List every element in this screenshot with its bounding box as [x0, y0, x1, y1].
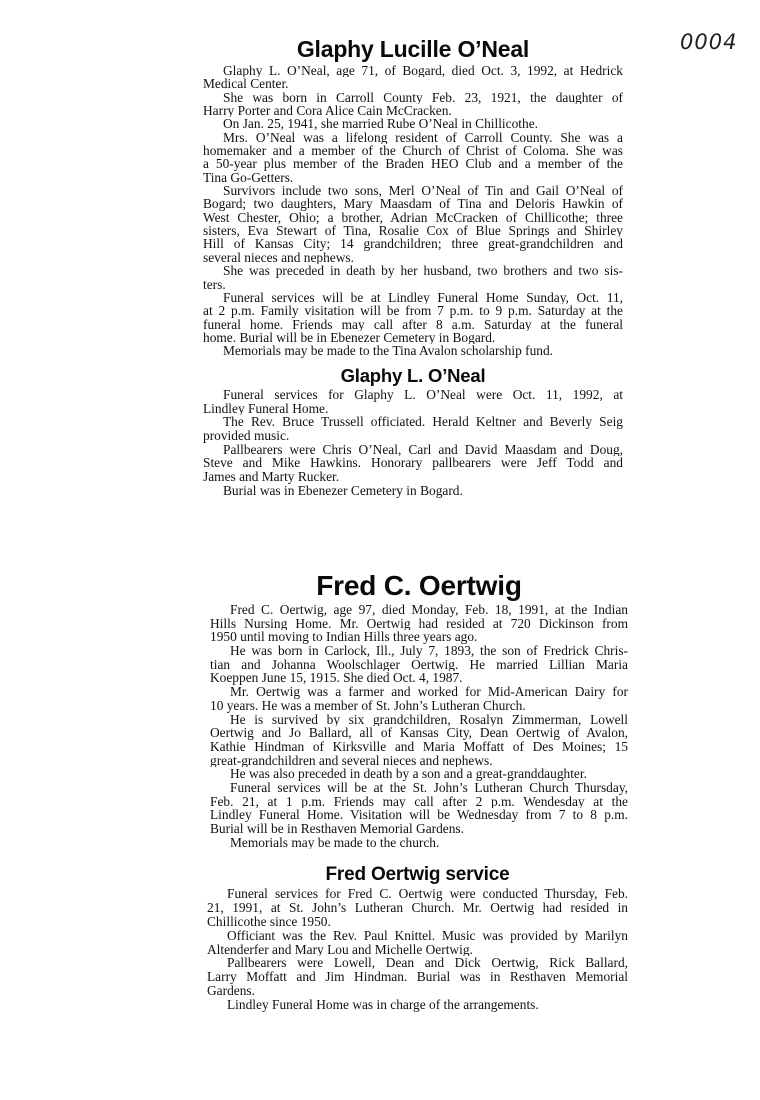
text-line: Pallbearers were Chris O’Neal, Carl and David Maasdam and Doug,: [223, 442, 623, 457]
text-line: a 50-year plus member of the Braden HEO Club and a member of the: [203, 157, 623, 171]
paragraph: [203, 484, 623, 498]
text-line: ters.: [203, 277, 226, 291]
text-line: Koeppen June 15, 1915. She died Oct. 4, 1987.: [210, 671, 463, 686]
text-line: Steve and Mike Hawkins. Honorary pallbearers were Jeff Todd and: [203, 456, 623, 471]
text-line: 10 years. He was a member of St. John’s Lutheran Church.: [210, 698, 526, 713]
text-line: Burial will be in Resthaven Memorial Gardens.: [210, 822, 464, 836]
text-line: Kathie Hindman of Kirksville and Maria Moffatt of Des Moines; 15: [210, 739, 628, 754]
obituary-title: Fred C. Oertwig: [316, 570, 522, 601]
text-line: Lindley Funeral Home. Visitation will be Wednesday from 7 to 8 p.m.: [210, 808, 628, 822]
paragraph: [210, 713, 628, 768]
text-line: Fred C. Oertwig, age 97, died Monday, Feb. 18, 1991, at the Indian: [230, 603, 628, 617]
obituary-glaphy-lucille-oneal: [203, 34, 623, 358]
text-line: Chillicothe since 1950.: [207, 914, 331, 929]
notice-body: [207, 887, 628, 1012]
text-line: Memorials may be made to the Tina Avalon scholarship fund.: [223, 344, 554, 358]
text-line: On Jan. 25, 1941, she married Rube O’Neal in Chillicothe.: [223, 117, 538, 131]
text-line: She was preceded in death by her husband, two brothers and two sis-: [223, 264, 623, 278]
paragraph: [203, 184, 623, 264]
text-line: sisters, Eva Stewart of Tina, Rosalie Cox of Blue Springs and Shirley: [203, 224, 623, 238]
text-line: at 2 p.m. Family visitation will be from 7 p.m. to 9 p.m. Saturday at the: [203, 304, 623, 318]
text-line: Funeral services will be at the St. John’s Lutheran Church Thursday,: [230, 780, 628, 795]
text-line: Bogard; two daughters, Mary Maasdam of Tina and Deloris Hawkin of: [203, 197, 623, 211]
text-line: Tina Go-Getters.: [203, 170, 294, 185]
text-line: 21, 1991, at St. John’s Lutheran Church. Mr. Oertwig had resided in: [207, 900, 628, 915]
text-line: Harry Porter and Cora Alice Cain McCracken.: [203, 104, 452, 118]
paragraph: [210, 836, 628, 850]
text-line: several nieces and nephews.: [203, 250, 354, 265]
text-line: home. Burial will be in Ebenezer Cemetery in Bogard.: [203, 330, 496, 345]
paragraph: [203, 415, 623, 442]
text-line: Mrs. O’Neal was a lifelong resident of Carroll County. She was a: [223, 130, 623, 145]
text-line: homemaker and a member of the Church of Christ of Coloma. She was: [203, 144, 623, 158]
paragraph: [210, 767, 628, 781]
text-line: Funeral services for Fred C. Oertwig were conducted Thursday, Feb.: [227, 887, 628, 901]
text-line: Gardens.: [207, 984, 255, 999]
text-line: He was also preceded in death by a son and a great-granddaughter.: [230, 767, 587, 781]
text-line: Medical Center.: [203, 77, 289, 91]
paragraph: [203, 443, 623, 484]
text-line: Hills Nursing Home. Mr. Oertwig had resided at 720 Dickinson from: [210, 616, 628, 631]
paragraph: [207, 998, 628, 1012]
paragraph: [203, 64, 623, 91]
obituary-body: [203, 64, 623, 358]
text-line: Officiant was the Rev. Paul Knittel. Music was provided by Marilyn: [227, 928, 628, 943]
text-line: Feb. 21, at 1 p.m. Friends may call after 2 p.m. Wendesday at the: [210, 794, 628, 809]
paragraph: [207, 956, 628, 998]
paragraph: [203, 131, 623, 184]
text-line: Pallbearers were Lowell, Dean and Dick Oertwig, Rick Ballard,: [227, 956, 628, 971]
text-line: The Rev. Bruce Trussell officiated. Herald Keltner and Beverly Seig: [223, 415, 623, 430]
text-line: Oertwig and Jo Ballard, all of Kansas City, Dean Oertwig of Avalon,: [210, 726, 628, 740]
paragraph: [210, 781, 628, 836]
text-line: tian and Johanna Woolschlager Oertwig. He married Lillian Maria: [210, 657, 628, 672]
service-notice-fred-oertwig: [207, 862, 628, 1012]
text-line: Altenderfer and Mary Lou and Michelle Oertwig.: [207, 942, 473, 957]
handwritten-page-number: 0004: [680, 30, 738, 54]
notice-title: Glaphy L. O’Neal: [340, 365, 486, 386]
text-line: She was born in Carroll County Feb. 23, 1921, the daughter of: [223, 90, 623, 105]
paragraph: [203, 344, 623, 357]
paragraph: [203, 264, 623, 291]
text-line: provided music.: [203, 429, 290, 443]
obituary-title: Glaphy Lucille O’Neal: [296, 36, 530, 62]
paragraph: [210, 685, 628, 712]
text-line: Burial was in Ebenezer Cemetery in Bogard.: [223, 483, 463, 498]
text-line: Funeral services for Glaphy L. O’Neal were Oct. 11, 1992, at: [223, 388, 623, 402]
text-line: Lindley Funeral Home.: [203, 401, 329, 416]
text-line: Mr. Oertwig was a farmer and worked for Mid-American Dairy for: [230, 685, 628, 699]
obituary-body: [210, 603, 628, 849]
text-line: West Chester, Ohio; a brother, Adrian McCracken of Chillicothe; three: [203, 210, 623, 225]
text-line: Hill of Kansas City; 14 grandchildren; three great-grandchildren and: [203, 237, 623, 251]
paragraph: [207, 929, 628, 957]
text-line: Glaphy L. O’Neal, age 71, of Bogard, died Oct. 3, 1992, at Hedrick: [223, 64, 623, 78]
text-line: James and Marty Rucker.: [203, 470, 340, 484]
service-notice-glaphy-l-oneal: [203, 364, 623, 498]
text-line: great-grandchildren and several nieces and nephews.: [210, 753, 493, 768]
text-line: Larry Moffatt and Jim Hindman. Burial was in Resthaven Memorial: [207, 970, 628, 985]
paragraph: [203, 117, 623, 130]
paragraph: [210, 603, 628, 644]
text-line: He was born in Carlock, Ill., July 7, 1893, the son of Fredrick Chris-: [230, 644, 628, 658]
paragraph: [203, 291, 623, 344]
paragraph: [210, 644, 628, 685]
text-line: Memorials may be made to the church.: [230, 835, 440, 850]
paragraph: [203, 91, 623, 118]
paragraph: [207, 887, 628, 929]
text-line: 1950 until moving to Indian Hills three years ago.: [210, 630, 478, 645]
notice-title: Fred Oertwig service: [325, 864, 510, 885]
paragraph: [203, 388, 623, 415]
notice-body: [203, 388, 623, 498]
obituary-fred-c-oertwig: [210, 569, 628, 849]
text-line: He is survived by six grandchildren, Rosalyn Zimmerman, Lowell: [230, 712, 628, 727]
text-line: funeral home. Friends may call after 8 a.m. Saturday at the funeral: [203, 317, 623, 331]
text-line: Lindley Funeral Home was in charge of the arrangements.: [227, 998, 539, 1013]
text-line: Survivors include two sons, Merl O’Neal of Tin and Gail O’Neal of: [223, 184, 623, 198]
text-line: Funeral services will be at Lindley Funeral Home Sunday, Oct. 11,: [223, 290, 623, 305]
